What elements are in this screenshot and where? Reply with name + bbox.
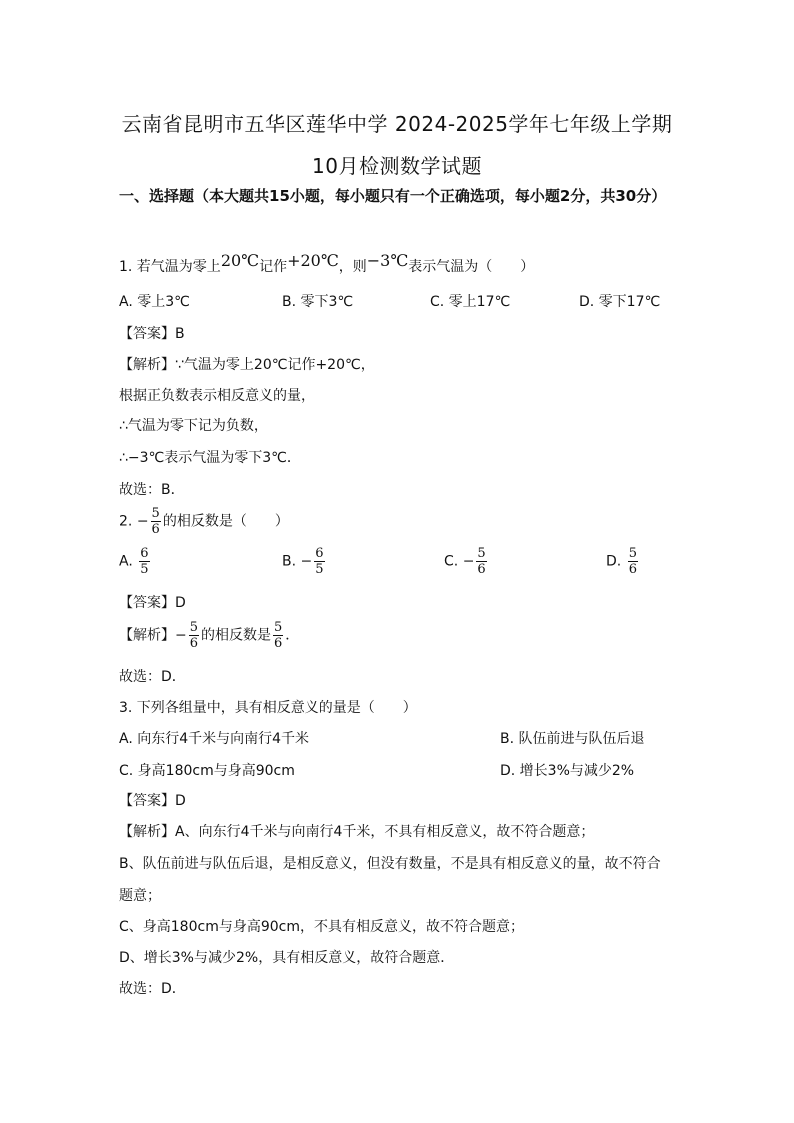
q1-suffix: 表示气温为（ ） (408, 259, 535, 275)
denominator: 6 (628, 562, 637, 577)
denominator: 6 (274, 636, 283, 651)
numerator: 6 (140, 546, 149, 561)
option-fraction (139, 546, 149, 577)
q2-denominator: 6 (151, 522, 160, 537)
numerator: 5 (628, 546, 637, 561)
q3-analysis-line: B、队伍前进与队伍后退，是相反意义，但没有数量，不是具有相反意义的量，故不符合 (119, 856, 661, 872)
analysis-mid: 的相反数是 (201, 627, 272, 644)
q3-conclusion: 故选：D． (119, 981, 186, 997)
q3-analysis-line: 【解析】A、向东行4千米与向南行4千米，不具有相反意义，故不符合题意； (119, 824, 595, 840)
analysis-end: ． (285, 627, 300, 644)
q2-option-b (282, 546, 327, 577)
q3-answer: 【答案】D (119, 793, 186, 809)
option-fraction (628, 546, 638, 577)
analysis-label: 【解析】 (119, 627, 175, 644)
option-sign: − (300, 553, 313, 570)
q1-prefix: 1. 若气温为零上 (119, 259, 221, 275)
q2-number: 2. (119, 513, 133, 530)
question-3-stem: 3. 下列各组量中，具有相反意义的量是（ ） (119, 700, 417, 716)
q2-analysis (119, 620, 299, 651)
q3-option-b: B. 队伍前进与队伍后退 (500, 731, 645, 747)
q2-fraction (151, 506, 161, 537)
q3-analysis-line: 题意； (119, 888, 161, 904)
q3-option-a: A. 向东行4千米与向南行4千米 (119, 731, 310, 747)
q2-option-a (119, 546, 152, 577)
q3-option-c: C. 身高180cm与身高90cm (119, 763, 295, 779)
q1-option-d: D. 零下17℃ (579, 294, 661, 310)
question-1-stem (119, 251, 535, 276)
option-label: C. (444, 553, 459, 570)
q1-mid-2: ，则 (338, 259, 367, 275)
denominator: 6 (189, 636, 199, 651)
q1-analysis-line: 【解析】∵气温为零上20℃记作+20℃， (119, 357, 375, 373)
q2-conclusion: 故选：D． (119, 669, 186, 685)
option-fraction (476, 546, 486, 577)
q2-numerator: 5 (151, 506, 160, 521)
option-label: D. (606, 553, 622, 570)
title-line-1: 云南省昆明市五华区莲华中学 2024-2025学年七年级上学期 (121, 112, 673, 136)
q2-neg-sign: − (136, 513, 149, 530)
q2-answer: 【答案】D (119, 595, 186, 611)
title-line-2: 10月检测数学试题 (312, 154, 482, 178)
q1-conclusion: 故选：B． (119, 482, 185, 498)
denominator: 5 (140, 562, 149, 577)
section-heading: 一、选择题（本大题共15小题，每小题只有一个正确选项，每小题2分，共30分） (119, 187, 667, 205)
q1-analysis-line: ∴气温为零下记为负数， (119, 418, 268, 434)
q1-answer: 【答案】B (119, 326, 185, 342)
neg-sign: − (175, 627, 187, 644)
q1-analysis-line: ∴−3℃表示气温为零下3℃． (119, 450, 301, 466)
denominator: 6 (477, 562, 486, 577)
option-fraction (314, 546, 324, 577)
option-sign: − (462, 553, 475, 570)
numerator: 5 (274, 620, 283, 635)
numerator: 5 (189, 620, 199, 635)
q3-analysis-line: D、增长3%与减少2%，具有相反意义，故符合题意． (119, 950, 455, 966)
q2-option-c (444, 546, 489, 577)
q1-option-c: C. 零上17℃ (430, 294, 511, 310)
q1-temp-2: +20℃ (287, 251, 339, 270)
analysis-fraction (189, 620, 199, 651)
denominator: 5 (315, 562, 324, 577)
q1-option-b: B. 零下3℃ (282, 294, 354, 310)
q3-analysis-line: C、身高180cm与身高90cm，不具有相反意义，故不符合题意； (119, 919, 524, 935)
q1-analysis-line: 根据正负数表示相反意义的量， (119, 388, 315, 404)
q3-option-d: D. 增长3%与减少2% (500, 763, 635, 779)
q1-mid-1: 记作 (259, 259, 288, 275)
q1-temp-3: −3℃ (366, 251, 409, 270)
option-label: A. (119, 553, 133, 570)
option-label: B. (282, 553, 297, 570)
q2-option-d (606, 546, 640, 577)
q1-option-a: A. 零上3℃ (119, 294, 190, 310)
numerator: 6 (315, 546, 324, 561)
numerator: 5 (477, 546, 486, 561)
question-2-stem (119, 506, 289, 537)
analysis-fraction-result (273, 620, 283, 651)
q1-temp-1: 20℃ (220, 251, 260, 270)
q2-suffix: 的相反数是（ ） (162, 513, 289, 530)
